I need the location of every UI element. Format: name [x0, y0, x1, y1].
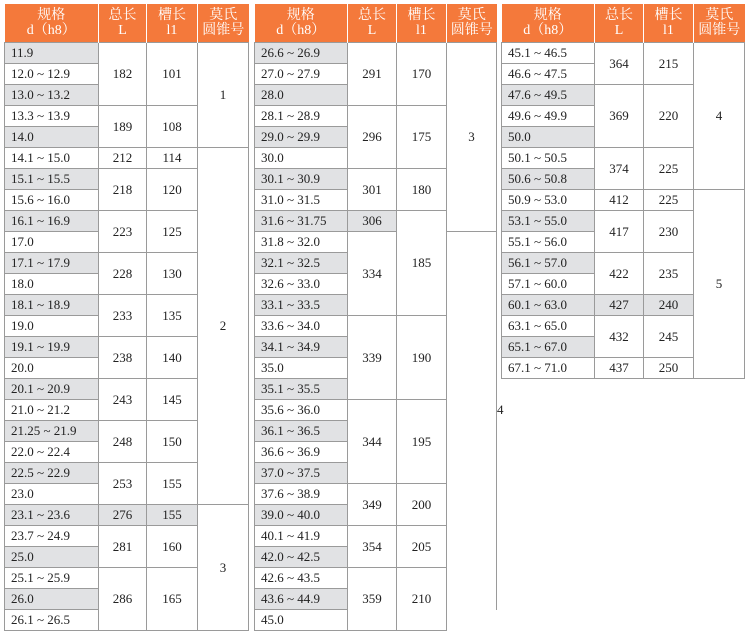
slot-length-cell: 250 — [644, 358, 694, 379]
table-row — [255, 526, 497, 547]
spec-cell: 30.1 ~ 30.9 — [255, 169, 348, 190]
spec-cell: 47.6 ~ 49.5 — [502, 85, 595, 106]
spec-cell: 34.1 ~ 34.9 — [255, 337, 348, 358]
spec-cell: 45.1 ~ 46.5 — [502, 43, 595, 64]
slot-length-cell: 200 — [397, 484, 447, 526]
total-length-cell: 233 — [99, 295, 147, 337]
table-row — [502, 190, 745, 211]
spec-cell: 28.0 — [255, 85, 348, 106]
total-length-cell: 296 — [348, 106, 397, 169]
total-length-cell: 276 — [99, 505, 147, 526]
total-length-cell: 253 — [99, 463, 147, 505]
total-length-cell: 354 — [348, 526, 397, 568]
slot-length-cell: 205 — [397, 526, 447, 568]
spec-table-panel-1 — [4, 4, 249, 631]
spec-cell: 42.0 ~ 42.5 — [255, 547, 348, 568]
spec-cell: 20.1 ~ 20.9 — [5, 379, 99, 400]
spec-cell: 31.0 ~ 31.5 — [255, 190, 348, 211]
total-length-cell: 286 — [99, 568, 147, 631]
total-length-cell: 422 — [595, 253, 644, 295]
spec-cell: 60.1 ~ 63.0 — [502, 295, 595, 316]
spec-cell: 28.1 ~ 28.9 — [255, 106, 348, 127]
spec-cell: 30.0 — [255, 148, 348, 169]
total-length-cell: 301 — [348, 169, 397, 211]
total-length-cell: 359 — [348, 568, 397, 631]
table-header-row — [5, 4, 249, 43]
spec-cell: 35.1 ~ 35.5 — [255, 379, 348, 400]
spec-cell: 14.1 ~ 15.0 — [5, 148, 99, 169]
spec-cell: 35.0 — [255, 358, 348, 379]
table-row — [255, 400, 497, 421]
spec-table — [254, 4, 504, 631]
spec-cell: 23.7 ~ 24.9 — [5, 526, 99, 547]
total-length-cell: 369 — [595, 85, 644, 148]
spec-cell: 36.1 ~ 36.5 — [255, 421, 348, 442]
spec-cell: 26.6 ~ 26.9 — [255, 43, 348, 64]
spec-cell: 46.6 ~ 47.5 — [502, 64, 595, 85]
slot-length-cell: 170 — [397, 43, 447, 106]
spec-cell: 43.6 ~ 44.9 — [255, 589, 348, 610]
slot-length-cell: 175 — [397, 106, 447, 169]
spec-cell: 63.1 ~ 65.0 — [502, 316, 595, 337]
spec-cell: 12.0 ~ 12.9 — [5, 64, 99, 85]
spec-cell: 32.1 ~ 32.5 — [255, 253, 348, 274]
spec-cell: 20.0 — [5, 358, 99, 379]
spec-cell: 21.0 ~ 21.2 — [5, 400, 99, 421]
spec-table — [501, 4, 745, 379]
spec-cell: 27.0 ~ 27.9 — [255, 64, 348, 85]
slot-length-cell: 120 — [147, 169, 198, 211]
slot-length-cell: 135 — [147, 295, 198, 337]
slot-length-cell: 108 — [147, 106, 198, 148]
spec-cell: 25.1 ~ 25.9 — [5, 568, 99, 589]
header-spec: 规格 d（h8） — [502, 4, 595, 43]
total-length-cell: 218 — [99, 169, 147, 211]
total-length-cell: 189 — [99, 106, 147, 148]
spec-cell: 17.0 — [5, 232, 99, 253]
table-row — [255, 232, 497, 253]
header-spec: 规格 d（h8） — [5, 4, 99, 43]
slot-length-cell: 190 — [397, 316, 447, 400]
table-header-row — [255, 4, 497, 43]
spec-cell: 50.1 ~ 50.5 — [502, 148, 595, 169]
slot-length-cell: 145 — [147, 379, 198, 421]
header-slot-length: 槽长 l1 — [397, 4, 447, 43]
slot-length-cell: 130 — [147, 253, 198, 295]
spec-cell: 17.1 ~ 17.9 — [5, 253, 99, 274]
slot-length-cell: 210 — [397, 568, 447, 631]
spec-cell: 26.0 — [5, 589, 99, 610]
total-length-cell: 223 — [99, 211, 147, 253]
slot-length-cell: 180 — [397, 169, 447, 211]
slot-length-cell: 240 — [644, 295, 694, 316]
slot-length-cell: 150 — [147, 421, 198, 463]
table-header-row — [502, 4, 745, 43]
table-row — [255, 316, 497, 337]
slot-length-cell: 215 — [644, 43, 694, 85]
spec-cell: 50.9 ~ 53.0 — [502, 190, 595, 211]
total-length-cell: 248 — [99, 421, 147, 463]
spec-cell: 22.0 ~ 22.4 — [5, 442, 99, 463]
total-length-cell: 432 — [595, 316, 644, 358]
slot-length-cell: 165 — [147, 568, 198, 631]
slot-length-cell: 155 — [147, 505, 198, 526]
morse-taper-cell: 4 — [694, 43, 745, 190]
spec-cell: 11.9 — [5, 43, 99, 64]
total-length-cell: 417 — [595, 211, 644, 253]
spec-cell: 19.0 — [5, 316, 99, 337]
spec-cell: 37.0 ~ 37.5 — [255, 463, 348, 484]
spec-cell: 23.0 — [5, 484, 99, 505]
slot-length-cell: 125 — [147, 211, 198, 253]
table-row — [5, 43, 249, 64]
morse-taper-cell: 5 — [694, 190, 745, 379]
total-length-cell: 412 — [595, 190, 644, 211]
total-length-cell: 306 — [348, 211, 397, 232]
header-morse-taper: 莫氏 圆锥号 — [198, 4, 249, 43]
morse-taper-cell: 3 — [198, 505, 249, 631]
header-total-length: 总长 L — [348, 4, 397, 43]
spec-cell: 67.1 ~ 71.0 — [502, 358, 595, 379]
spec-cell: 32.6 ~ 33.0 — [255, 274, 348, 295]
slot-length-cell: 140 — [147, 337, 198, 379]
total-length-cell: 281 — [99, 526, 147, 568]
spec-cell: 16.1 ~ 16.9 — [5, 211, 99, 232]
header-slot-length: 槽长 l1 — [644, 4, 694, 43]
total-length-cell: 182 — [99, 43, 147, 106]
slot-length-cell: 185 — [397, 211, 447, 316]
slot-length-cell: 114 — [147, 148, 198, 169]
slot-length-cell: 245 — [644, 316, 694, 358]
total-length-cell: 212 — [99, 148, 147, 169]
table-row — [502, 43, 745, 64]
header-total-length: 总长 L — [99, 4, 147, 43]
spec-cell: 42.6 ~ 43.5 — [255, 568, 348, 589]
table-row — [255, 568, 497, 589]
spec-table — [4, 4, 249, 631]
total-length-cell: 344 — [348, 400, 397, 484]
total-length-cell: 228 — [99, 253, 147, 295]
morse-taper-cell: 1 — [198, 43, 249, 148]
morse-taper-cell: 2 — [198, 148, 249, 505]
spec-cell: 31.8 ~ 32.0 — [255, 232, 348, 253]
spec-cell: 53.1 ~ 55.0 — [502, 211, 595, 232]
total-length-cell: 427 — [595, 295, 644, 316]
header-morse-taper: 莫氏 圆锥号 — [694, 4, 745, 43]
header-total-length: 总长 L — [595, 4, 644, 43]
spec-cell: 45.0 — [255, 610, 348, 631]
spec-cell: 35.6 ~ 36.0 — [255, 400, 348, 421]
morse-taper-cell: 3 — [447, 43, 497, 232]
spec-cell: 13.0 ~ 13.2 — [5, 85, 99, 106]
spec-cell: 39.0 ~ 40.0 — [255, 505, 348, 526]
spec-cell: 29.0 ~ 29.9 — [255, 127, 348, 148]
table-row — [5, 148, 249, 169]
spec-cell: 15.1 ~ 15.5 — [5, 169, 99, 190]
spec-cell: 26.1 ~ 26.5 — [5, 610, 99, 631]
spec-cell: 18.0 — [5, 274, 99, 295]
spec-cell: 19.1 ~ 19.9 — [5, 337, 99, 358]
spec-cell: 36.6 ~ 36.9 — [255, 442, 348, 463]
spec-cell: 50.0 — [502, 127, 595, 148]
total-length-cell: 238 — [99, 337, 147, 379]
table-row: 31.6 ~ 31.75 306 185 4 — [255, 211, 497, 232]
total-length-cell: 243 — [99, 379, 147, 421]
table-row — [255, 43, 497, 64]
spec-cell: 21.25 ~ 21.9 — [5, 421, 99, 442]
spec-cell: 25.0 — [5, 547, 99, 568]
total-length-cell: 339 — [348, 316, 397, 400]
spec-cell: 33.1 ~ 33.5 — [255, 295, 348, 316]
total-length-cell: 437 — [595, 358, 644, 379]
spec-cell: 31.6 ~ 31.75 — [255, 211, 348, 232]
slot-length-cell: 101 — [147, 43, 198, 106]
spec-cell: 40.1 ~ 41.9 — [255, 526, 348, 547]
spec-cell: 55.1 ~ 56.0 — [502, 232, 595, 253]
spec-table-panel-2 — [254, 4, 504, 631]
spec-cell: 49.6 ~ 49.9 — [502, 106, 595, 127]
header-morse-taper: 莫氏 圆锥号 — [447, 4, 497, 43]
slot-length-cell: 160 — [147, 526, 198, 568]
spec-cell: 15.6 ~ 16.0 — [5, 190, 99, 211]
spec-cell: 37.6 ~ 38.9 — [255, 484, 348, 505]
spec-cell: 65.1 ~ 67.0 — [502, 337, 595, 358]
slot-length-cell: 230 — [644, 211, 694, 253]
table-row — [255, 484, 497, 505]
total-length-cell: 374 — [595, 148, 644, 190]
spec-table-panel-3 — [501, 4, 745, 379]
spec-cell: 23.1 ~ 23.6 — [5, 505, 99, 526]
total-length-cell: 334 — [348, 232, 397, 316]
total-length-cell: 291 — [348, 43, 397, 106]
spec-cell: 50.6 ~ 50.8 — [502, 169, 595, 190]
total-length-cell: 349 — [348, 484, 397, 526]
header-spec: 规格 d（h8） — [255, 4, 348, 43]
slot-length-cell: 195 — [397, 400, 447, 484]
slot-length-cell: 225 — [644, 190, 694, 211]
table-row — [5, 505, 249, 526]
spec-cell: 22.5 ~ 22.9 — [5, 463, 99, 484]
spec-cell: 33.6 ~ 34.0 — [255, 316, 348, 337]
spec-cell: 56.1 ~ 57.0 — [502, 253, 595, 274]
spec-cell: 18.1 ~ 18.9 — [5, 295, 99, 316]
slot-length-cell: 155 — [147, 463, 198, 505]
spec-cell: 13.3 ~ 13.9 — [5, 106, 99, 127]
slot-length-cell: 235 — [644, 253, 694, 295]
header-slot-length: 槽长 l1 — [147, 4, 198, 43]
spec-cell: 57.1 ~ 60.0 — [502, 274, 595, 295]
slot-length-cell: 225 — [644, 148, 694, 190]
total-length-cell: 364 — [595, 43, 644, 85]
slot-length-cell: 220 — [644, 85, 694, 148]
spec-cell: 14.0 — [5, 127, 99, 148]
